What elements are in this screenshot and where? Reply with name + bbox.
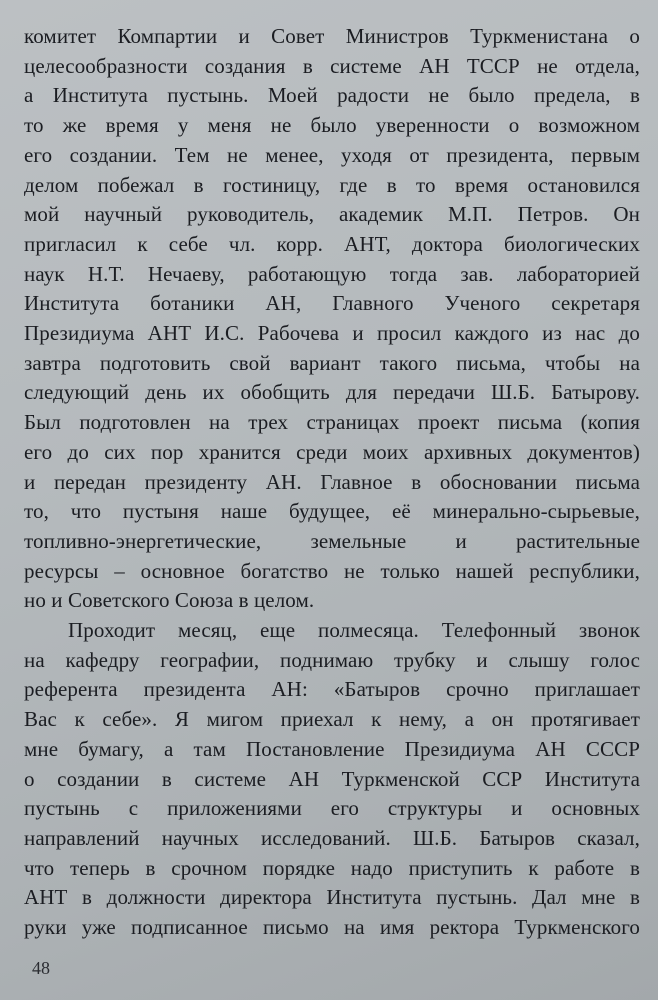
text-line: Вас к себе». Я мигом приехал к нему, а он протягивает [24,707,640,732]
text-line: Проходит месяц, еще полмесяца. Телефонный звонок [68,618,640,643]
page-number: 48 [32,958,50,978]
text-line: Был подготовлен на трех страницах проект письма (копия [24,410,640,435]
text-line: АНТ в должности директора Института пустынь. Дал мне в [24,885,640,910]
text-line: референта президента АН: «Батыров срочно приглашает [24,677,640,702]
text-line: его до сих пор хранится среди моих архивных документов) [24,439,640,464]
text-line: наук Н.Т. Нечаеву, работающую тогда зав. лабораторией [24,261,640,286]
text-line: комитет Компартии и Совет Министров Туркменистана о [24,24,640,48]
text-line: то, что пустыня наше будущее, её минерально-сырьевые, [24,499,640,524]
paragraph-1 [24,22,640,616]
text-line: Президиума АНТ И.С. Рабочева и просил каждого из нас до [24,321,640,346]
text-line: то же время у меня не было уверенности о возможном [24,113,640,138]
body-text [24,22,640,943]
text-line: пригласил к себе чл. корр. АНТ, доктора биологических [24,231,640,256]
text-line: его создании. Тем не менее, уходя от президента, первым [24,142,640,167]
text-line: мне бумагу, а там Постановление Президиума АН СССР [24,736,640,761]
text-line: о создании в системе АН Туркменской ССР Института [24,766,640,791]
text-line: но и Советского Союза в целом. [24,588,315,613]
text-line: целесообразности создания в системе АН ТССР не отдела, [24,53,640,78]
text-line: следующий день их обобщить для передачи Ш.Б. Батырову. [24,380,640,405]
text-line: завтра подготовить свой вариант такого письма, чтобы на [24,350,640,375]
text-line: и передан президенту АН. Главное в обосновании письма [24,469,640,494]
text-line: топливно-энергетические, земельные и растительные [24,528,640,553]
text-line: направлений научных исследований. Ш.Б. Батыров сказал, [24,825,640,850]
text-line: пустынь с приложениями его структуры и основных [24,796,640,821]
text-line: Института ботаники АН, Главного Ученого секретаря [24,291,640,316]
text-line: на кафедру географии, поднимаю трубку и слышу голос [24,647,640,672]
paragraph-2 [24,616,640,943]
text-line: мой научный руководитель, академик М.П. Петров. Он [24,202,640,227]
text-line: что теперь в срочном порядке надо приступить к работе в [24,855,640,880]
text-line: руки уже подписанное письмо на имя ректора Туркменского [24,915,640,940]
text-line: делом побежал в гостиницу, где в то время остановился [24,172,640,197]
text-line: а Института пустынь. Моей радости не было предела, в [24,83,640,108]
text-line: ресурсы – основное богатство не только нашей республики, [24,558,640,583]
